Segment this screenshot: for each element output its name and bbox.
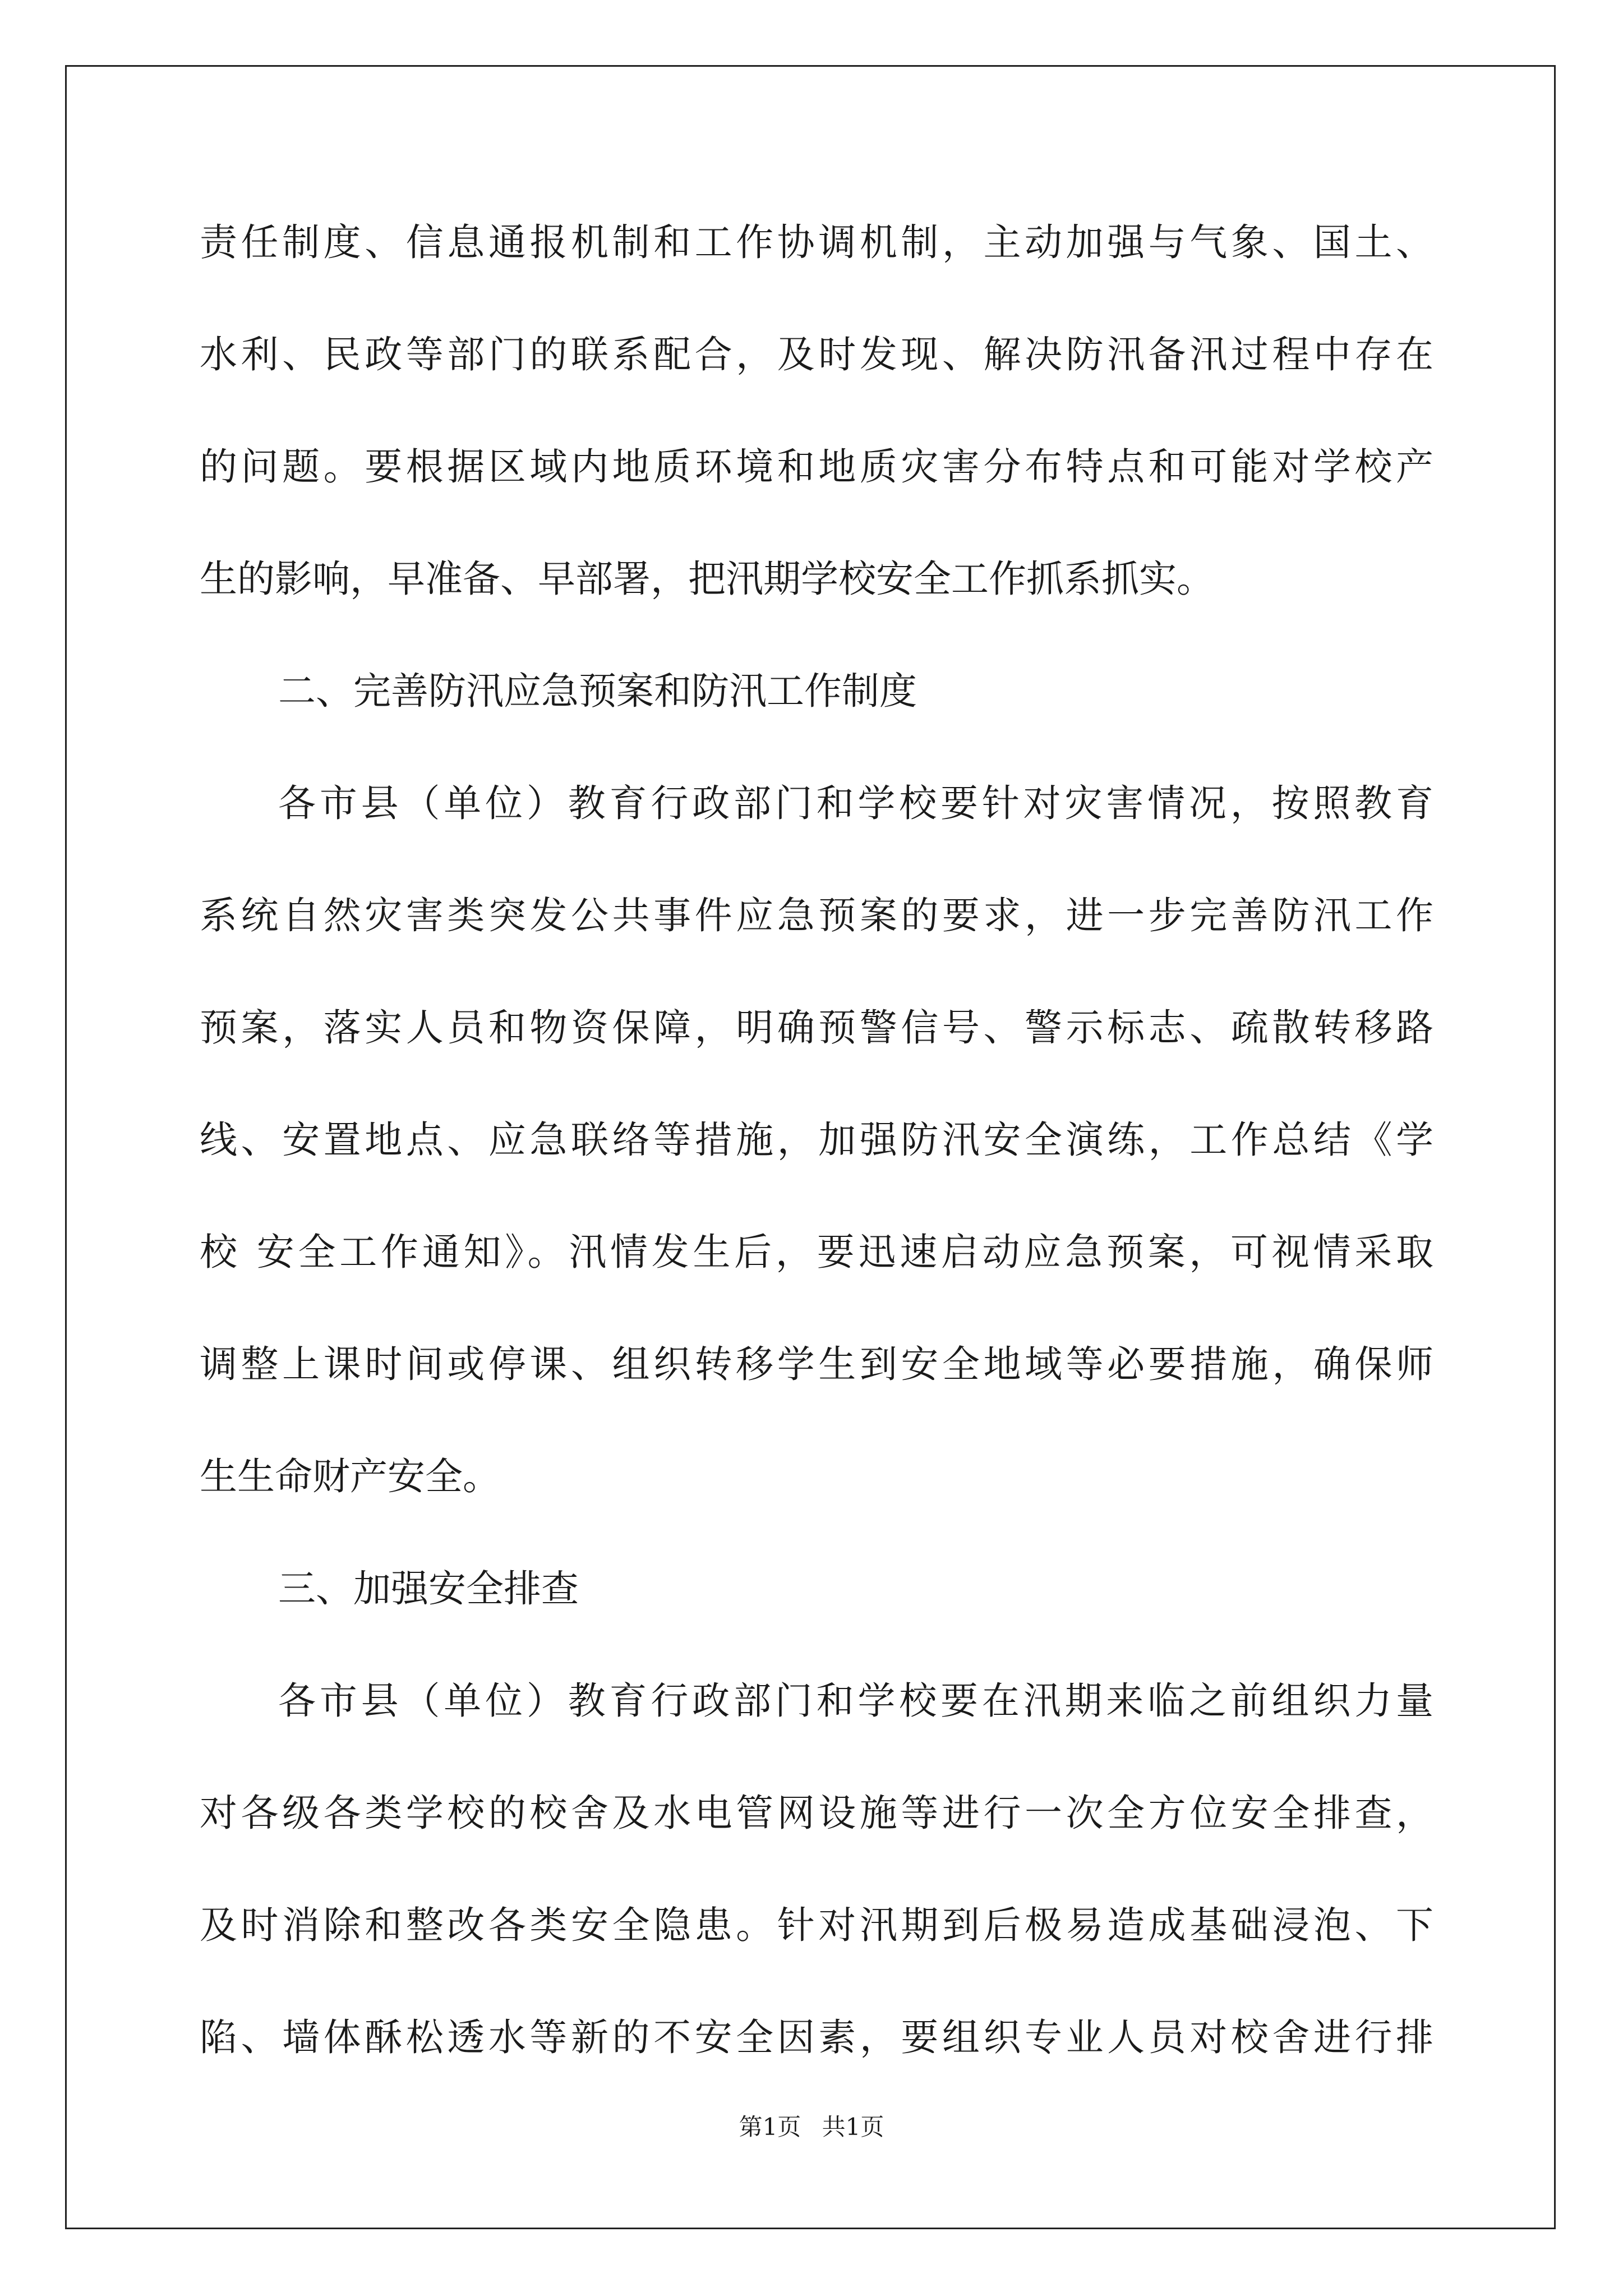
paragraph-line: 生生命财产安全。 [200,1455,500,1498]
paragraph-line: 水利、民政等部门的联系配合，及时发现、解决防汛备汛过程中存在 [200,333,1433,376]
paragraph-line: 预案，落实人员和物资保障，明确预警信号、警示标志、疏散转移路 [200,1006,1433,1050]
section-heading: 二、完善防汛应急预案和防汛工作制度 [278,669,917,713]
paragraph-line: 生的影响，早准备、早部署，把汛期学校安全工作抓系抓实。 [200,557,1214,601]
paragraph-line: 各市县（单位）教育行政部门和学校要在汛期来临之前组织力量 [278,1679,1433,1723]
section-heading: 三、加强安全排查 [278,1567,579,1611]
paragraph-line: 系统自然灾害类突发公共事件应急预案的要求，进一步完善防汛工作 [200,894,1433,937]
paragraph-line: 的问题。要根据区域内地质环境和地质灾害分布特点和可能对学校产 [200,445,1433,489]
paragraph-line: 对各级各类学校的校舍及水电管网设施等进行一次全方位安全排查， [200,1791,1433,1835]
page-footer [0,2110,1623,2144]
page-number: 第1页 [739,2113,801,2141]
paragraph-line: 责任制度、信息通报机制和工作协调机制，主动加强与气象、国土、 [200,220,1433,264]
paragraph-line: 线、安置地点、应急联络等措施，加强防汛安全演练，工作总结《学 [200,1118,1433,1162]
paragraph-line: 校 安全工作通知》。汛情发生后，要迅速启动应急预案，可视情采取 [200,1230,1433,1274]
paragraph-line: 陷、墙体酥松透水等新的不安全因素，要组织专业人员对校舍进行排 [200,2016,1433,2059]
paragraph-line: 调整上课时间或停课、组织转移学生到安全地域等必要措施，确保师 [200,1342,1433,1386]
paragraph-line: 及时消除和整改各类安全隐患。针对汛期到后极易造成基础浸泡、下 [200,1903,1433,1947]
paragraph-line: 各市县（单位）教育行政部门和学校要针对灾害情况，按照教育 [278,781,1433,825]
page-total: 共1页 [822,2113,884,2141]
